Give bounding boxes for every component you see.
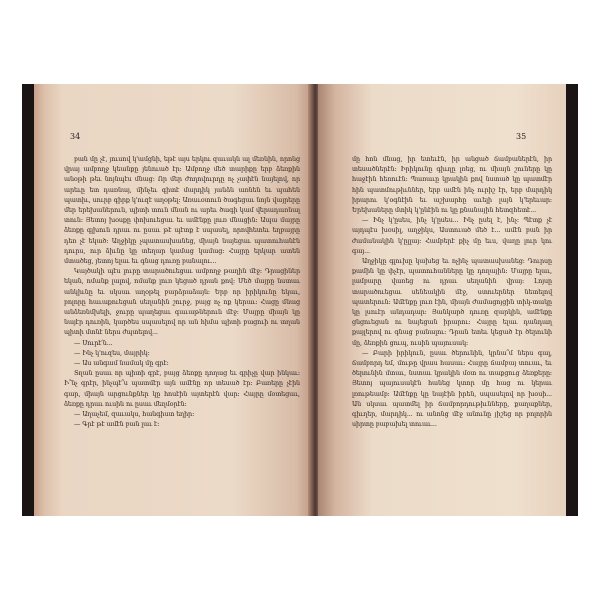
paragraph: բան մը չէ, յուսով կ'ամցնի, եթէ այս երկու զաւակն ալ մեռնին, որոնց վրայ ամբողջ կեանքը յենուած էր։ Ամբողջ մեծ տարիքը երբ ձեռքին անօթի թեւ նոյնպէս մնաց։ Որ մեր ժողովուրդը ոչ չափէն նայելով, որ արեւը ետ դառնայ, մինչեւ գիտէ մարդիկ յանձն առնեն եւ պահեն պատիւ, սուրբ գիրք կ'ուզէ աղօթել։ Առաւօտուն ծագեցաւ նոյն վայրերը մեր երեխաներուն, պիտի տուն մնան ու արեւ ծագի կամ վերադառնալ տուն։ Յետոյ խօսքը փոխուեցաւ եւ ամէնքը լուռ մնացին։ Ապա մայրը ձեռքը գլխուն դրաւ ու ըսաւ թէ պէտք է սպասել, որովհետեւ եղբայրը դեռ չէ եկած։ Աղջիկը չպատասխանեց, միայն նայեցաւ պատուհանէն դուրս, ուր ձիւնը կը տեղար կամաց կամաց։ Հայրը երկար ատեն մտածեց, յետոյ ելաւ եւ գնաց դուռը բանալու... bbox=[64, 155, 300, 266]
dialogue-line: — Աղաչեմ, զաւակս, հանգիստ եղիր։ bbox=[74, 410, 195, 419]
left-page bbox=[34, 84, 316, 516]
dialogue-line: — Բարի իրիկուն, ըսաւ ծերունին, կրնա՞մ ներս գալ, ճամբորդ եմ, մութը վրաս հասաւ։ Հայրը ճամբայ տուաւ, եւ ծերունին մտաւ, նստաւ կրակին մօտ ու տաքցուց ձեռքերը։ Յետոյ պայուսակէն հանեց կտոր մը հաց ու կերաւ լռութեամբ։ Ամէնքը կը նայէին իրեն, սպասելով որ խօսի... Ան սկսաւ պատմել իր ճամբորդութիւնները, քաղաքներ, գիւղեր, մարդիկ... ու անոնց մէջ անունը յիշեց որ բոլորին սիրտը բաբախել տուաւ... bbox=[352, 348, 552, 429]
right-page-text bbox=[352, 154, 552, 429]
left-page-text bbox=[64, 154, 300, 429]
dialogue-line: — Գրէ թէ ամէն բան լաւ է։ bbox=[74, 420, 160, 429]
page-number-left: 34 bbox=[70, 132, 81, 141]
dialogue-line: — Սուրէ՛ն... bbox=[74, 338, 113, 347]
paragraph: Աղջիկը գլուխը կախեց եւ ոչինչ պատասխանեց։ Դուրսը քամին կը փչէր, պատուհանները կը դողային։ Մայրը ելաւ, լամբարը վառեց ու դրաւ սեղանին վրայ։ Լոյսը տարածուեցաւ սենեակին մէջ, ստուերներ նետելով պատերուն։ Ամէնքը լուռ էին, միայն ժամացոյցին տիկ-տակը կը լսուէր անդադար։ Յանկարծ դուռը զարկին, ամէնքը ցնցուեցան ու նայեցան իրարու։ Հայրը ելաւ դանդաղ քայլերով ու գնաց բանալու։ Դրան ետեւ կեցած էր ծերունի մը, ձեռքին ցուպ, ուսին պայուսակ։ bbox=[352, 257, 552, 347]
paragraph: Տղան ըսաւ որ պիտի գրէ, բայց ձեռքը դողաց եւ գրիչը վար ինկաւ։ Ի՞նչ գրէր, ինչպէ՞ս պատմէր այն ամէնը որ տեսած էր։ Բառերը չէին գար, միայն արցունքներ կը հոսէին այտերէն վար։ Հայրը մօտեցաւ, ձեռքը դրաւ ուսին ու ըսաւ մեղմօրէն։ bbox=[64, 369, 300, 408]
dialogue-line: — Ինչ կ'ուզես, մայրիկ։ bbox=[74, 348, 150, 357]
right-page bbox=[318, 84, 566, 516]
dialogue-line: — Ինչ կ'ըսես, ինչ կ'ըսես... Ինչ ըսել է, ինչ։ Պէտք չէ այդպէս խօսիլ, աղջիկս, Աստուած մեծ է... ամէն բան իր ժամանակին կ'ըլլայ։ Համբերէ քիչ մը եւս, վաղը լուր կու գայ... bbox=[352, 216, 552, 255]
paragraph: մը հոն մնաց, իր ետեւէն, իր անցած ճամբաներէն, իր տեսածներէն։ Իրիկունը գիւղը լռեց, ու միայն շուները կը հաջէին հեռուէն։ Պառաւը կրակին քով նստած կը պատմէր հին պատմութիւններ, երբ ամէն ինչ ուրիշ էր, երբ մարդիկ իրարու կ'օգնէին եւ աշխարհը աւելի լայն կ'երեւար։ Երեխաները մտիկ կ'ընէին ու կը քնանային հետզհետէ... bbox=[352, 155, 552, 215]
paragraph: Կայծակի պէս լուրը տարածուեցաւ ամբողջ թաղին մէջ։ Դրացիներ եկան, ոմանք լալով, ոմանք լուռ կեցած դրան քով։ Մեծ մայրը նստաւ անկիւնը եւ սկսաւ աղօթել բարձրաձայն։ Երբ որ իրիկունը եկաւ, բոլորը հաւաքուեցան սեղանին շուրջ, բայց ոչ ոք կերաւ։ Հացը մնաց անձեռնմխելի, ջուրը պաղեցաւ գաւաթներուն մէջ։ Մայրը միայն կը նայէր դուռին, կարծես սպասելով որ ան հիմա պիտի բացուի ու տղան պիտի մտնէ ներս ժպտելով... bbox=[64, 267, 300, 337]
open-book bbox=[22, 84, 578, 516]
page-number-right: 35 bbox=[516, 132, 527, 141]
dialogue-line: — Աս անգամ նամակ մը գրէ։ bbox=[74, 359, 169, 368]
